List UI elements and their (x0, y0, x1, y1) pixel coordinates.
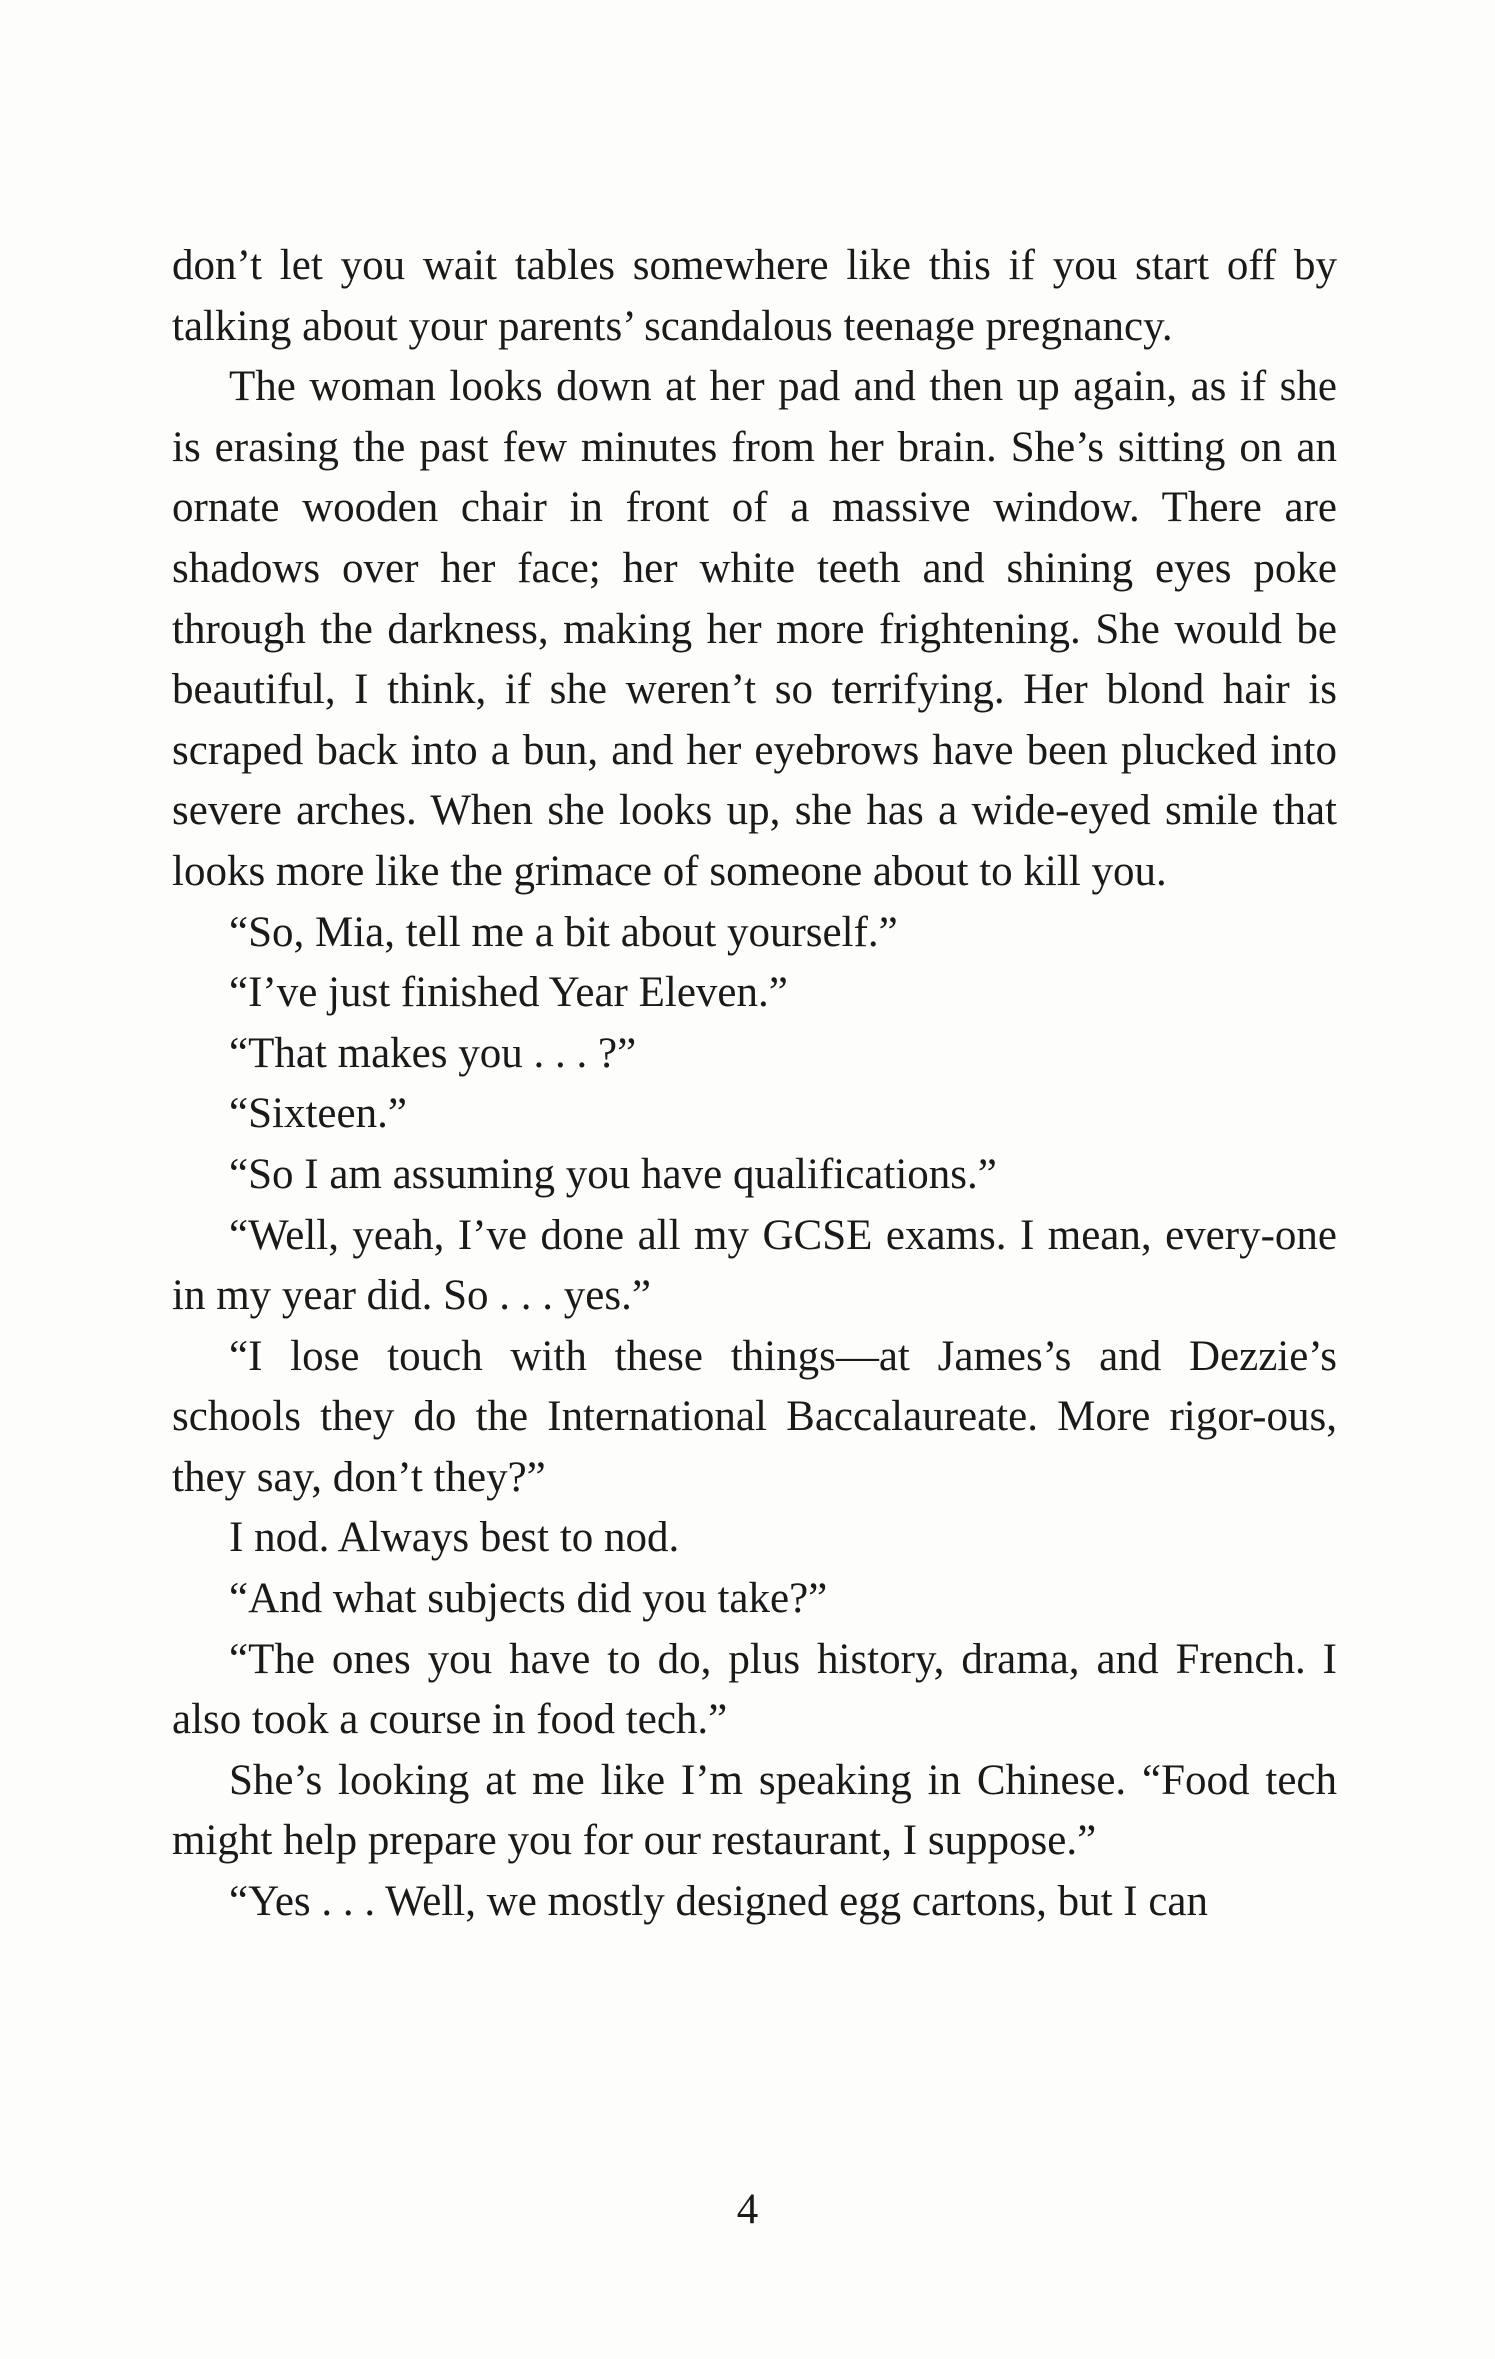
paragraph: “That makes you . . . ?” (229, 1029, 637, 1077)
paragraph: The woman looks down at her pad and then up again, as if she is erasing the past few minutes from her brain. She’s sitting on an ornate wooden chair in front of a massive window. There are shadows over her face; her white teeth and shining eyes poke through the darkness, making her more frightening. She would be beautiful, I think, if she weren’t so terrifying. Her blond hair is scraped back into a bun, and her eyebrows have been plucked into severe arches. When she looks up, she has a wide-eyed smile that looks more like the grimace of someone about to kill you. (172, 363, 1337, 895)
paragraph: “I lose touch with these things—at James’s and Dezzie’s schools they do the International Baccalaureate. More rigor-ous, they say, don’t they?” (172, 1332, 1337, 1501)
paragraph: I nod. Always best to nod. (229, 1514, 680, 1562)
paragraph: “And what subjects did you take?” (229, 1575, 828, 1623)
paragraph: “Yes . . . Well, we mostly designed egg cartons, but I can (229, 1878, 1209, 1926)
paragraph: don’t let you wait tables somewhere like this if you start off by talking about your parents’ scandalous teenage pregnancy. (172, 242, 1337, 350)
paragraph: “Sixteen.” (229, 1090, 407, 1138)
paragraph: “So I am assuming you have qualifications.” (229, 1150, 997, 1198)
page-number: 4 (736, 2186, 759, 2233)
paragraph: “Well, yeah, I’ve done all my GCSE exams. I mean, every-one in my year did. So . . . yes.” (172, 1211, 1337, 1320)
paragraph: “I’ve just finished Year Eleven.” (229, 969, 788, 1017)
body-text (172, 236, 1337, 1933)
paragraph: She’s looking at me like I’m speaking in Chinese. “Food tech might help prepare you for our restaurant, I suppose.” (172, 1756, 1337, 1865)
paragraph: “So, Mia, tell me a bit about yourself.” (229, 908, 898, 956)
paragraph: “The ones you have to do, plus history, drama, and French. I also took a course in food tech.” (172, 1635, 1337, 1744)
